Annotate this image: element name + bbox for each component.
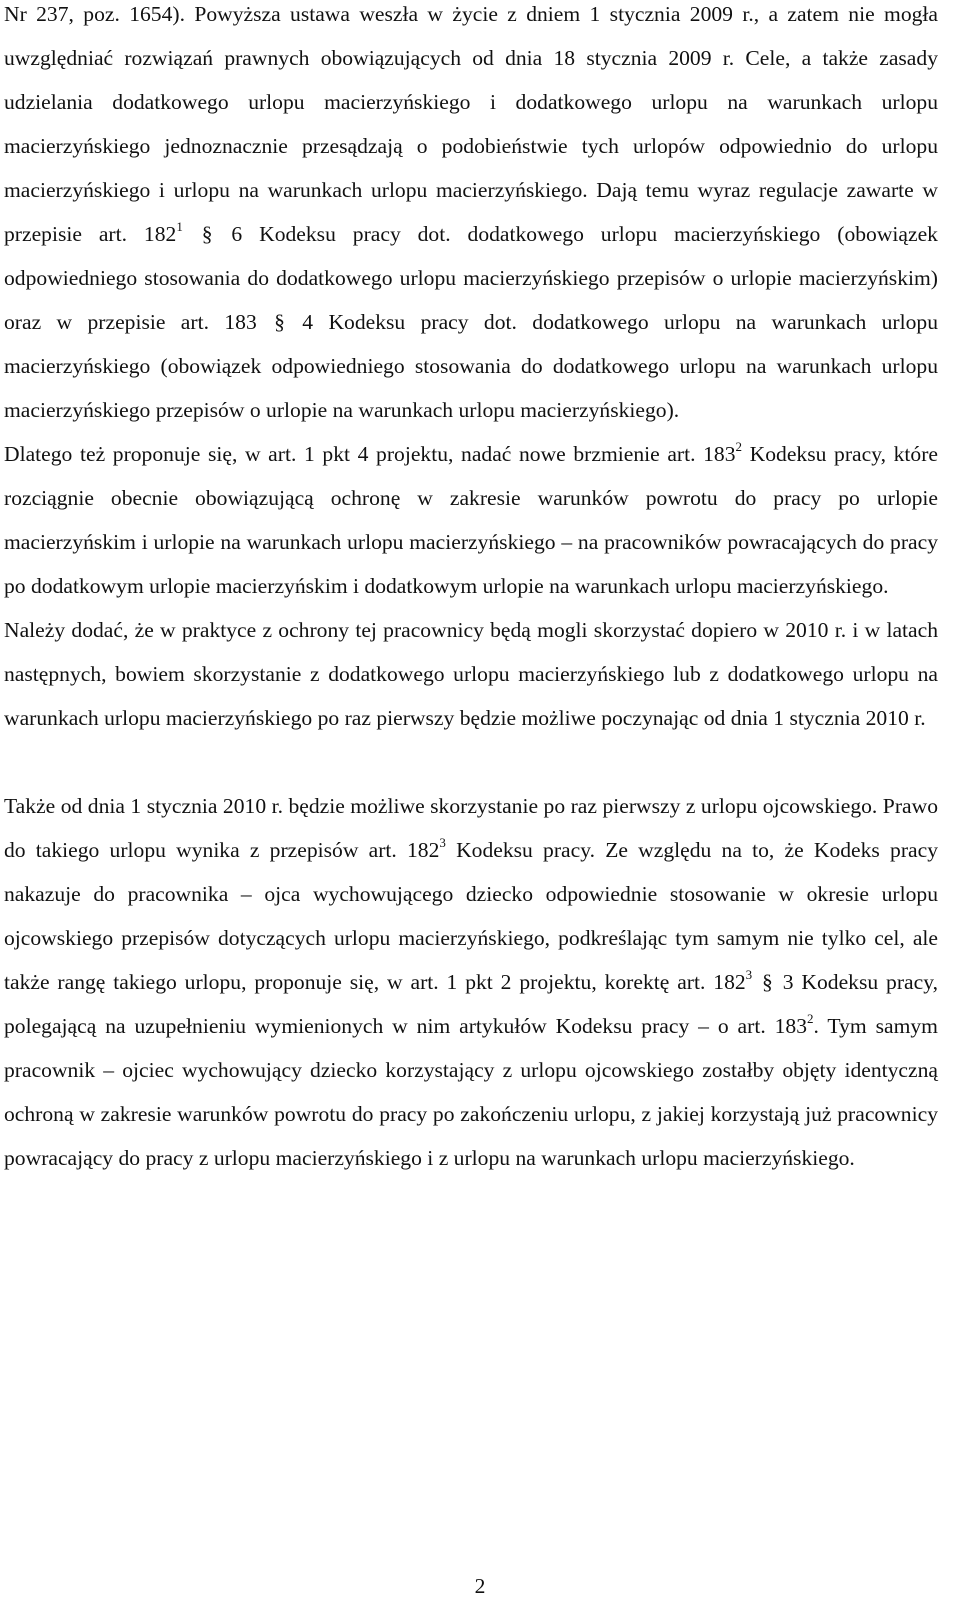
text-segment: Kodeksu pracy, które rozciągnie obecnie obowiązującą ochronę w zakresie warunków powrotu do pracy po urlopie macierzyńskim i urlopie na warunkach urlopu macierzyńskiego – na pracowników powracających do pracy po dodatkowym urlopie macierzyńskim i dodatkowym urlopie na warunkach urlopu macierzyńskiego. — [4, 442, 938, 598]
text-segment: Dlatego też proponuje się, w art. 1 pkt 4 projektu, nadać nowe brzmienie art. 183 — [4, 442, 736, 466]
paragraph — [4, 784, 938, 1180]
paragraph — [4, 0, 938, 432]
section-sign: § — [201, 222, 213, 246]
text-segment: 4 Kodeksu pracy dot. dodatkowego urlopu na warunkach urlopu macierzyńskiego (obowiązek odpowiedniego stosowania do dodatkowego urlopu na warunkach urlopu macierzyńskiego przepisów o urlopie na warunkach urlopu macierzyńskiego). — [4, 310, 938, 422]
superscript-article-index: 2 — [735, 438, 743, 454]
superscript-article-index: 3 — [745, 966, 753, 982]
page-number: 2 — [474, 1574, 486, 1598]
document-body — [4, 0, 938, 1180]
section-sign: § — [762, 970, 773, 994]
section-sign: § — [274, 310, 285, 334]
text-segment — [752, 970, 760, 994]
text-segment: Kodeksu pracy. Ze względu na to, że Kodeks pracy nakazuje do pracownika – ojca wychowującego dziecko odpowiednie stosowanie w okresie urlopu ojcowskiego przepisów dotyczących urlopu macierzyńskiego, podkreślając tym samym nie tylko cel, ale także rangę takiego urlopu, proponuje się, w art. 1 pkt 2 projektu, korektę art. 182 — [4, 838, 938, 994]
superscript-article-index: 3 — [439, 834, 446, 850]
text-segment: Należy dodać, że w praktyce z ochrony tej pracownicy będą mogli skorzystać dopiero w 2010 r. i w latach następnych, bowiem skorzystanie z dodatkowego urlopu macierzyńskiego lub z dodatkowego urlopu na warunkach urlopu macierzyńskiego po raz pierwszy będzie możliwe poczynając od dnia 1 stycznia 2010 r. — [4, 618, 938, 730]
text-segment: Także od dnia 1 stycznia 2010 r. będzie możliwe skorzystanie po raz pierwszy z urlopu ojcowskiego. Prawo do takiego urlopu wynika z przepisów art. 182 — [4, 794, 938, 862]
text-segment: 3 Kodeksu pracy, polegającą na uzupełnieniu wymienionych w nim artykułów Kodeksu pracy – o art. 183 — [4, 970, 938, 1038]
superscript-article-index: 1 — [176, 218, 183, 234]
paragraph — [4, 608, 938, 740]
paragraph — [4, 432, 938, 608]
text-segment: Nr 237, poz. 1654). Powyższa ustawa weszła w życie z dniem 1 stycznia 2009 r., a zatem nie mogła uwzględniać rozwiązań prawnych obowiązujących od dnia 18 stycznia 2009 r. Cele, a także zasady udzielania dodatkowego urlopu macierzyńskiego i dodatkowego urlopu na warunkach urlopu macierzyńskiego jednoznacznie przesądzają o podobieństwie tych urlopów odpowiednio do urlopu macierzyńskiego i urlopu na warunkach urlopu macierzyńskiego. Dają temu wyraz regulacje zawarte w przepisie art. 182 — [4, 2, 938, 246]
text-segment — [183, 222, 200, 246]
text-segment: . Tym samym pracownik – ojciec wychowujący dziecko korzystający z urlopu ojcowskiego zostałby objęty identyczną ochroną w zakresie warunków powrotu do pracy po zakończeniu urlopu, z jakiej korzystają już pracownicy powracający do pracy z urlopu macierzyńskiego i z urlopu na warunkach urlopu macierzyńskiego. — [4, 1014, 938, 1170]
superscript-article-index: 2 — [807, 1010, 814, 1026]
text-segment: 6 Kodeksu pracy dot. dodatkowego urlopu macierzyńskiego (obowiązek odpowiedniego stosowania do dodatkowego urlopu macierzyńskiego przepisów o urlopie macierzyńskim) oraz w przepisie art. 183 — [4, 222, 938, 334]
